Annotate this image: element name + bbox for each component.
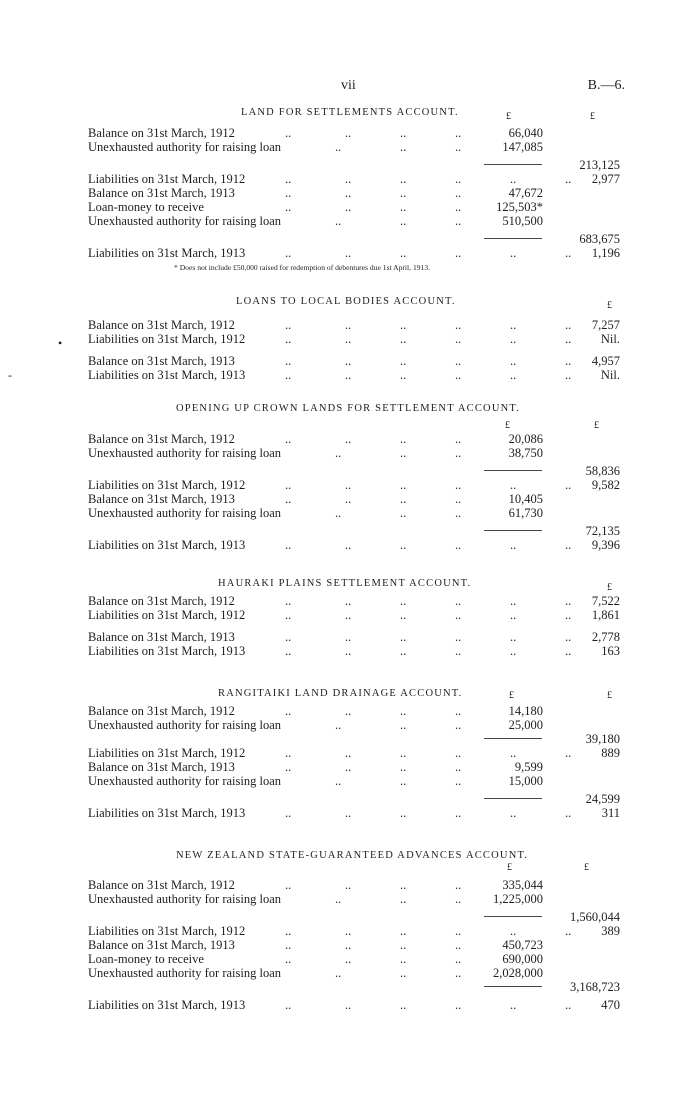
leader-dots: .. bbox=[285, 878, 292, 892]
leader-dots: .. bbox=[400, 368, 407, 382]
leader-dots: .. bbox=[565, 806, 572, 820]
leader-dots: .. bbox=[565, 644, 572, 658]
leader-dots: .. bbox=[345, 492, 352, 506]
section-title: LAND FOR SETTLEMENTS ACCOUNT. bbox=[241, 107, 459, 118]
leader-dots: .. bbox=[455, 492, 462, 506]
leader-dots: .. bbox=[345, 998, 352, 1012]
amount-detail: 10,405 bbox=[508, 492, 543, 506]
leader-dots: .. bbox=[455, 332, 462, 346]
leader-dots: .. bbox=[400, 746, 407, 760]
row-label: Balance on 31st March, 1912 bbox=[88, 432, 235, 446]
leader-dots: .. bbox=[510, 998, 517, 1012]
amount-subtotal: 3,168,723 bbox=[570, 980, 620, 994]
ledger-row bbox=[0, 878, 700, 892]
row-label: Unexhausted authority for raising loan bbox=[88, 774, 282, 788]
row-label: Liabilities on 31st March, 1912 bbox=[88, 332, 246, 346]
leader-dots: .. bbox=[400, 332, 407, 346]
currency-symbol: £ bbox=[607, 690, 612, 701]
amount-subtotal: 58,836 bbox=[585, 464, 620, 478]
leader-dots: .. bbox=[565, 538, 572, 552]
amount-total: 889 bbox=[601, 746, 620, 760]
ledger-row bbox=[0, 806, 700, 820]
row-label: Liabilities on 31st March, 1912 bbox=[88, 746, 246, 760]
row-label: Balance on 31st March, 1912 bbox=[88, 318, 235, 332]
leader-dots: .. bbox=[455, 186, 462, 200]
row-label: Balance on 31st March, 1912 bbox=[88, 126, 235, 140]
amount-detail: 450,723 bbox=[502, 938, 543, 952]
amount-detail: 1,225,000 bbox=[493, 892, 543, 906]
amount-total: 7,257 bbox=[591, 318, 620, 332]
ledger-row bbox=[0, 126, 700, 140]
leader-dots: .. bbox=[400, 478, 407, 492]
row-label: Liabilities on 31st March, 1912 bbox=[88, 608, 246, 622]
row-label: Balance on 31st March, 1912 bbox=[88, 594, 235, 608]
section-title: LOANS TO LOCAL BODIES ACCOUNT. bbox=[236, 296, 456, 307]
leader-dots: .. bbox=[285, 478, 292, 492]
leader-dots: .. bbox=[400, 704, 407, 718]
amount-subtotal: 24,599 bbox=[585, 792, 620, 806]
amount-detail: 335,044 bbox=[502, 878, 543, 892]
subtotal-row bbox=[0, 792, 700, 806]
ledger-row bbox=[0, 938, 700, 952]
amount-total: Nil. bbox=[600, 332, 620, 346]
leader-dots: .. bbox=[345, 924, 352, 938]
amount-detail: 510,500 bbox=[502, 214, 543, 228]
leader-dots: .. bbox=[455, 718, 462, 732]
ledger-row bbox=[0, 332, 700, 346]
leader-dots: .. bbox=[455, 806, 462, 820]
leader-dots: .. bbox=[400, 492, 407, 506]
section-title: OPENING UP CROWN LANDS FOR SETTLEMENT ACCOUNT. bbox=[176, 403, 521, 414]
ledger-row bbox=[0, 998, 700, 1012]
leader-dots: .. bbox=[455, 126, 462, 140]
leader-dots: .. bbox=[455, 538, 462, 552]
leader-dots: .. bbox=[285, 186, 292, 200]
row-label: Liabilities on 31st March, 1913 bbox=[88, 644, 246, 658]
amount-total: 9,582 bbox=[591, 478, 620, 492]
currency-symbol: £ bbox=[590, 111, 595, 122]
leader-dots: .. bbox=[400, 140, 407, 154]
leader-dots: .. bbox=[285, 630, 292, 644]
leader-dots: .. bbox=[345, 938, 352, 952]
leader-dots: .. bbox=[400, 806, 407, 820]
leader-dots: .. bbox=[455, 878, 462, 892]
leader-dots: .. bbox=[455, 892, 462, 906]
row-label: Liabilities on 31st March, 1912 bbox=[88, 478, 246, 492]
leader-dots: .. bbox=[285, 594, 292, 608]
ledger-row bbox=[0, 608, 700, 622]
leader-dots: .. bbox=[285, 644, 292, 658]
leader-dots: .. bbox=[455, 704, 462, 718]
ledger-row bbox=[0, 318, 700, 332]
subtotal-row bbox=[0, 524, 700, 538]
leader-dots: .. bbox=[510, 608, 517, 622]
leader-dots: .. bbox=[335, 966, 342, 980]
leader-dots: .. bbox=[335, 214, 342, 228]
leader-dots: .. bbox=[455, 952, 462, 966]
section-title: NEW ZEALAND STATE-GUARANTEED ADVANCES ACCOUNT. bbox=[176, 850, 529, 861]
ledger-row bbox=[0, 368, 700, 382]
amount-detail: 14,180 bbox=[508, 704, 543, 718]
leader-dots: .. bbox=[400, 246, 407, 260]
leader-dots: .. bbox=[510, 318, 517, 332]
leader-dots: .. bbox=[335, 718, 342, 732]
row-label: Unexhausted authority for raising loan bbox=[88, 718, 282, 732]
leader-dots: .. bbox=[400, 538, 407, 552]
amount-total: Nil. bbox=[600, 368, 620, 382]
leader-dots: .. bbox=[455, 608, 462, 622]
leader-dots: .. bbox=[400, 506, 407, 520]
leader-dots: .. bbox=[455, 200, 462, 214]
leader-dots: .. bbox=[285, 318, 292, 332]
amount-detail: 2,028,000 bbox=[493, 966, 543, 980]
amount-subtotal: 39,180 bbox=[585, 732, 620, 746]
leader-dots: .. bbox=[345, 704, 352, 718]
amount-detail: 66,040 bbox=[508, 126, 543, 140]
leader-dots: .. bbox=[345, 644, 352, 658]
amount-total: 389 bbox=[601, 924, 620, 938]
subtotal-row bbox=[0, 232, 700, 246]
leader-dots: .. bbox=[400, 446, 407, 460]
row-label: Liabilities on 31st March, 1912 bbox=[88, 924, 246, 938]
leader-dots: .. bbox=[510, 172, 517, 186]
leader-dots: .. bbox=[400, 644, 407, 658]
leader-dots: .. bbox=[285, 952, 292, 966]
leader-dots: .. bbox=[510, 806, 517, 820]
leader-dots: .. bbox=[565, 608, 572, 622]
leader-dots: .. bbox=[400, 630, 407, 644]
leader-dots: .. bbox=[335, 774, 342, 788]
leader-dots: .. bbox=[345, 630, 352, 644]
subtotal-row bbox=[0, 464, 700, 478]
page-number: vii bbox=[341, 78, 356, 93]
row-label: Balance on 31st March, 1913 bbox=[88, 492, 235, 506]
leader-dots: .. bbox=[345, 478, 352, 492]
margin-mark: - bbox=[8, 368, 12, 382]
leader-dots: .. bbox=[510, 644, 517, 658]
amount-subtotal: 1,560,044 bbox=[570, 910, 620, 924]
leader-dots: .. bbox=[285, 332, 292, 346]
amount-subtotal: 683,675 bbox=[579, 232, 620, 246]
leader-dots: .. bbox=[285, 938, 292, 952]
amount-detail: 15,000 bbox=[508, 774, 543, 788]
currency-symbol: £ bbox=[607, 582, 612, 593]
leader-dots: .. bbox=[455, 354, 462, 368]
leader-dots: .. bbox=[285, 998, 292, 1012]
amount-detail: 61,730 bbox=[508, 506, 543, 520]
leader-dots: .. bbox=[400, 318, 407, 332]
ledger-row bbox=[0, 246, 700, 260]
row-label: Unexhausted authority for raising loan bbox=[88, 892, 282, 906]
leader-dots: .. bbox=[345, 318, 352, 332]
leader-dots: .. bbox=[400, 998, 407, 1012]
ledger-row bbox=[0, 478, 700, 492]
leader-dots: .. bbox=[285, 608, 292, 622]
leader-dots: .. bbox=[345, 760, 352, 774]
row-label: Loan-money to receive bbox=[88, 952, 204, 966]
leader-dots: .. bbox=[455, 368, 462, 382]
leader-dots: .. bbox=[285, 806, 292, 820]
amount-total: 1,861 bbox=[591, 608, 620, 622]
ledger-row bbox=[0, 594, 700, 608]
leader-dots: .. bbox=[345, 608, 352, 622]
leader-dots: .. bbox=[285, 126, 292, 140]
leader-dots: .. bbox=[510, 924, 517, 938]
leader-dots: .. bbox=[400, 432, 407, 446]
leader-dots: .. bbox=[285, 172, 292, 186]
leader-dots: .. bbox=[335, 140, 342, 154]
leader-dots: .. bbox=[565, 746, 572, 760]
ledger-row bbox=[0, 774, 700, 788]
leader-dots: .. bbox=[455, 998, 462, 1012]
leader-dots: .. bbox=[345, 432, 352, 446]
amount-total: 2,778 bbox=[591, 630, 620, 644]
leader-dots: .. bbox=[400, 774, 407, 788]
leader-dots: .. bbox=[285, 760, 292, 774]
ledger-row bbox=[0, 892, 700, 906]
leader-dots: .. bbox=[510, 368, 517, 382]
ledger-row bbox=[0, 214, 700, 228]
leader-dots: .. bbox=[565, 630, 572, 644]
leader-dots: .. bbox=[285, 704, 292, 718]
leader-dots: .. bbox=[400, 200, 407, 214]
leader-dots: .. bbox=[400, 214, 407, 228]
leader-dots: .. bbox=[345, 952, 352, 966]
currency-symbol: £ bbox=[509, 690, 514, 701]
leader-dots: .. bbox=[345, 594, 352, 608]
row-label: Balance on 31st March, 1913 bbox=[88, 938, 235, 952]
amount-subtotal: 213,125 bbox=[579, 158, 620, 172]
leader-dots: .. bbox=[400, 186, 407, 200]
leader-dots: .. bbox=[400, 594, 407, 608]
leader-dots: .. bbox=[345, 172, 352, 186]
leader-dots: .. bbox=[285, 246, 292, 260]
row-label: Unexhausted authority for raising loan bbox=[88, 506, 282, 520]
leader-dots: .. bbox=[565, 318, 572, 332]
leader-dots: .. bbox=[400, 760, 407, 774]
row-label: Liabilities on 31st March, 1913 bbox=[88, 538, 246, 552]
amount-detail: 47,672 bbox=[508, 186, 543, 200]
leader-dots: .. bbox=[455, 746, 462, 760]
row-label: Balance on 31st March, 1913 bbox=[88, 354, 235, 368]
leader-dots: .. bbox=[565, 246, 572, 260]
leader-dots: .. bbox=[510, 538, 517, 552]
amount-subtotal: 72,135 bbox=[585, 524, 620, 538]
leader-dots: .. bbox=[345, 538, 352, 552]
leader-dots: .. bbox=[345, 806, 352, 820]
row-label: Balance on 31st March, 1913 bbox=[88, 186, 235, 200]
leader-dots: .. bbox=[510, 332, 517, 346]
row-label: Loan-money to receive bbox=[88, 200, 204, 214]
amount-total: 7,522 bbox=[591, 594, 620, 608]
leader-dots: .. bbox=[400, 924, 407, 938]
leader-dots: .. bbox=[400, 126, 407, 140]
leader-dots: .. bbox=[285, 200, 292, 214]
amount-total: 1,196 bbox=[591, 246, 620, 260]
ledger-row bbox=[0, 538, 700, 552]
amount-detail: 38,750 bbox=[508, 446, 543, 460]
amount-detail: 690,000 bbox=[502, 952, 543, 966]
row-label: Liabilities on 31st March, 1913 bbox=[88, 998, 246, 1012]
amount-total: 2,977 bbox=[591, 172, 620, 186]
row-label: Balance on 31st March, 1912 bbox=[88, 704, 235, 718]
leader-dots: .. bbox=[285, 492, 292, 506]
leader-dots: .. bbox=[510, 478, 517, 492]
ledger-row bbox=[0, 186, 700, 200]
leader-dots: .. bbox=[285, 432, 292, 446]
footnote: * Does not include £50,000 raised for redemption of debentures due 1st April, 1913. bbox=[174, 263, 431, 272]
currency-symbol: £ bbox=[506, 111, 511, 122]
row-label: Unexhausted authority for raising loan bbox=[88, 214, 282, 228]
amount-total: 4,957 bbox=[591, 354, 620, 368]
leader-dots: .. bbox=[400, 938, 407, 952]
currency-symbol: £ bbox=[584, 862, 589, 873]
leader-dots: .. bbox=[335, 892, 342, 906]
row-label: Liabilities on 31st March, 1913 bbox=[88, 806, 246, 820]
leader-dots: .. bbox=[565, 368, 572, 382]
leader-dots: .. bbox=[510, 746, 517, 760]
currency-symbol: £ bbox=[507, 862, 512, 873]
subtotal-row bbox=[0, 910, 700, 924]
row-label: Liabilities on 31st March, 1913 bbox=[88, 368, 246, 382]
currency-symbol: £ bbox=[594, 420, 599, 431]
leader-dots: .. bbox=[285, 368, 292, 382]
leader-dots: .. bbox=[455, 478, 462, 492]
leader-dots: .. bbox=[335, 506, 342, 520]
leader-dots: .. bbox=[345, 354, 352, 368]
amount-detail: 25,000 bbox=[508, 718, 543, 732]
ledger-row bbox=[0, 506, 700, 520]
row-label: Balance on 31st March, 1913 bbox=[88, 760, 235, 774]
leader-dots: .. bbox=[455, 140, 462, 154]
leader-dots: .. bbox=[345, 368, 352, 382]
leader-dots: .. bbox=[455, 246, 462, 260]
ledger-row bbox=[0, 172, 700, 186]
ledger-row bbox=[0, 718, 700, 732]
leader-dots: .. bbox=[400, 892, 407, 906]
amount-total: 163 bbox=[601, 644, 620, 658]
ledger-row bbox=[0, 200, 700, 214]
leader-dots: .. bbox=[345, 186, 352, 200]
leader-dots: .. bbox=[335, 446, 342, 460]
ledger-row bbox=[0, 492, 700, 506]
currency-symbol: £ bbox=[607, 300, 612, 311]
ledger-row bbox=[0, 704, 700, 718]
amount-detail: 9,599 bbox=[514, 760, 543, 774]
leader-dots: .. bbox=[285, 354, 292, 368]
leader-dots: .. bbox=[400, 966, 407, 980]
ledger-row bbox=[0, 644, 700, 658]
leader-dots: .. bbox=[455, 446, 462, 460]
amount-detail: 125,503* bbox=[496, 200, 543, 214]
leader-dots: .. bbox=[345, 332, 352, 346]
leader-dots: .. bbox=[565, 332, 572, 346]
leader-dots: .. bbox=[345, 878, 352, 892]
ledger-row bbox=[0, 432, 700, 446]
subtotal-row bbox=[0, 980, 700, 994]
leader-dots: .. bbox=[510, 246, 517, 260]
currency-symbol: £ bbox=[505, 420, 510, 431]
leader-dots: .. bbox=[455, 318, 462, 332]
ledger-row bbox=[0, 952, 700, 966]
margin-mark: • bbox=[58, 336, 63, 350]
leader-dots: .. bbox=[565, 354, 572, 368]
row-label: Unexhausted authority for raising loan bbox=[88, 446, 282, 460]
leader-dots: .. bbox=[285, 538, 292, 552]
row-label: Liabilities on 31st March, 1912 bbox=[88, 172, 246, 186]
leader-dots: .. bbox=[455, 506, 462, 520]
leader-dots: .. bbox=[455, 966, 462, 980]
leader-dots: .. bbox=[400, 878, 407, 892]
leader-dots: .. bbox=[455, 214, 462, 228]
leader-dots: .. bbox=[400, 608, 407, 622]
ledger-row bbox=[0, 630, 700, 644]
leader-dots: .. bbox=[565, 478, 572, 492]
row-label: Balance on 31st March, 1913 bbox=[88, 630, 235, 644]
leader-dots: .. bbox=[345, 746, 352, 760]
ledger-row bbox=[0, 924, 700, 938]
ledger-row bbox=[0, 760, 700, 774]
ledger-row bbox=[0, 966, 700, 980]
leader-dots: .. bbox=[565, 924, 572, 938]
amount-total: 9,396 bbox=[591, 538, 620, 552]
leader-dots: .. bbox=[510, 630, 517, 644]
leader-dots: .. bbox=[565, 594, 572, 608]
amount-total: 311 bbox=[601, 806, 620, 820]
ledger-row bbox=[0, 446, 700, 460]
leader-dots: .. bbox=[400, 172, 407, 186]
leader-dots: .. bbox=[400, 354, 407, 368]
leader-dots: .. bbox=[285, 924, 292, 938]
leader-dots: .. bbox=[510, 594, 517, 608]
leader-dots: .. bbox=[510, 354, 517, 368]
amount-total: 470 bbox=[601, 998, 620, 1012]
leader-dots: .. bbox=[455, 432, 462, 446]
amount-detail: 147,085 bbox=[502, 140, 543, 154]
leader-dots: .. bbox=[345, 246, 352, 260]
subtotal-row bbox=[0, 732, 700, 746]
leader-dots: .. bbox=[345, 126, 352, 140]
leader-dots: .. bbox=[285, 746, 292, 760]
row-label: Liabilities on 31st March, 1913 bbox=[88, 246, 246, 260]
leader-dots: .. bbox=[455, 938, 462, 952]
leader-dots: .. bbox=[345, 200, 352, 214]
section-title: HAURAKI PLAINS SETTLEMENT ACCOUNT. bbox=[218, 578, 472, 589]
leader-dots: .. bbox=[455, 760, 462, 774]
amount-detail: 20,086 bbox=[508, 432, 543, 446]
leader-dots: .. bbox=[400, 718, 407, 732]
leader-dots: .. bbox=[455, 630, 462, 644]
ledger-row bbox=[0, 354, 700, 368]
row-label: Unexhausted authority for raising loan bbox=[88, 140, 282, 154]
row-label: Balance on 31st March, 1912 bbox=[88, 878, 235, 892]
row-label: Unexhausted authority for raising loan bbox=[88, 966, 282, 980]
ledger-row bbox=[0, 746, 700, 760]
leader-dots: .. bbox=[455, 644, 462, 658]
document-reference: B.—6. bbox=[587, 78, 625, 93]
leader-dots: .. bbox=[455, 774, 462, 788]
leader-dots: .. bbox=[400, 952, 407, 966]
section-title: RANGITAIKI LAND DRAINAGE ACCOUNT. bbox=[218, 688, 463, 699]
leader-dots: .. bbox=[565, 998, 572, 1012]
ledger-row bbox=[0, 140, 700, 154]
subtotal-row bbox=[0, 158, 700, 172]
leader-dots: .. bbox=[565, 172, 572, 186]
leader-dots: .. bbox=[455, 924, 462, 938]
leader-dots: .. bbox=[455, 172, 462, 186]
leader-dots: .. bbox=[455, 594, 462, 608]
